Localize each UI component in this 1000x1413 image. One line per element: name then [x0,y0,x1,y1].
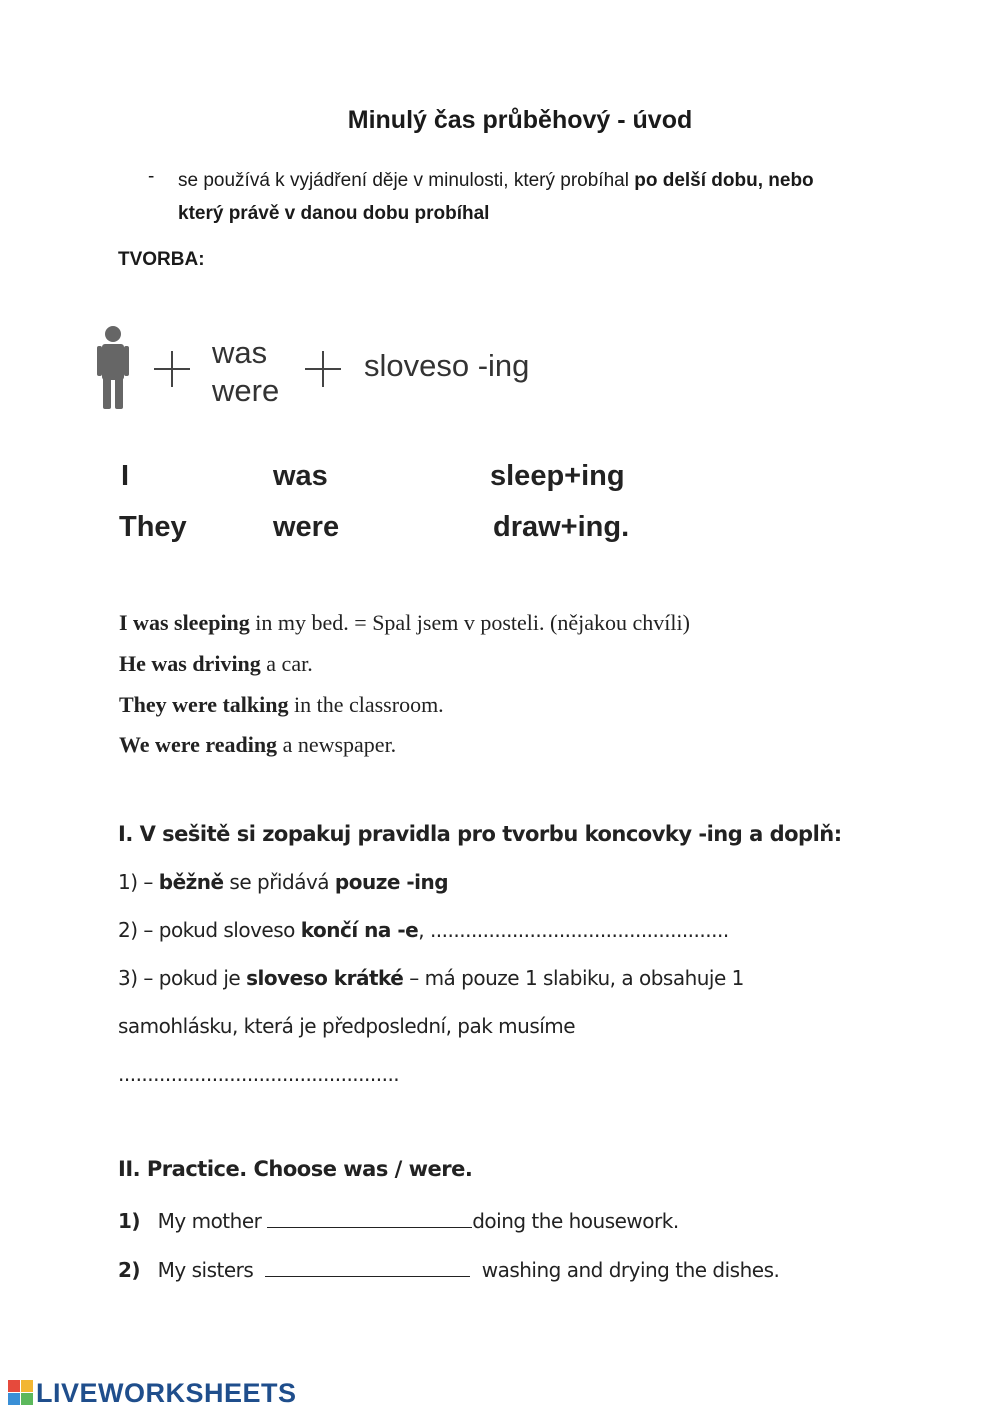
word-sloveso-ing: sloveso -ing [364,348,530,383]
practice-before: My sisters [157,1258,254,1282]
plus-icon [154,351,190,387]
intro-bold-2: který právě v danou dobu probíhal [178,203,490,224]
sentence-rest: in the classroom. [288,692,444,717]
liveworksheets-logo-icon [8,1380,34,1406]
page-title: Minulý čas průběhový - úvod [347,106,693,134]
rule-3-answer-line[interactable]: ................................................ [118,1062,400,1086]
rule-1 [118,870,448,894]
example-subject: I [121,460,130,492]
example-subject: They [119,511,187,543]
practice-num: 2) [118,1258,141,1282]
sentence-rest: a newspaper. [277,732,397,757]
person-icon [94,325,134,411]
section2-heading: II. Practice. Choose was / were. [118,1157,473,1181]
sentence-bold: He was driving [119,651,261,676]
rule-1-bold-2: pouze -ing [334,870,449,894]
intro-normal: se používá k vyjádření děje v minulosti, který probíhal [178,170,635,191]
practice-item [118,1256,779,1282]
practice-item [118,1207,679,1233]
sentence-bold: I was sleeping [119,610,250,635]
example-sentence [119,732,396,758]
example-verb: draw+ing. [493,511,630,543]
rule-3 [118,966,744,990]
example-sentence [119,651,313,677]
word-was: was [212,335,268,370]
practice-after: doing the housework. [472,1209,679,1233]
rule-2-bold: končí na -e [300,918,419,942]
rule-2-answer-line[interactable]: , ................................................... [418,918,729,942]
footer-brand[interactable]: LIVEWORKSHEETS [36,1378,297,1408]
rule-3-rest: – má pouze 1 slabiku, a obsahuje 1 [403,966,744,990]
sentence-bold: We were reading [119,732,278,757]
rule-1-bold: běžně [158,870,224,894]
example-aux: were [273,511,340,543]
practice-num: 1) [118,1209,141,1233]
rule-3-prefix: 3) – pokud je [118,966,247,990]
rule-3-line-2: samohlásku, která je předposlední, pak musíme [118,1014,576,1038]
example-verb: sleep+ing [490,460,625,492]
answer-blank[interactable] [267,1207,472,1228]
rule-1-prefix: 1) – [118,870,159,894]
plus-icon [305,351,341,387]
word-were: were [212,373,280,408]
sentence-bold: They were talking [119,692,289,717]
intro-bold-1: po delší dobu, nebo [634,170,814,191]
section1-heading: I. V sešitě si zopakuj pravidla pro tvorbu koncovky -ing a doplň: [118,822,842,846]
answer-blank[interactable] [265,1256,470,1277]
intro-bullet: - [148,166,155,187]
rule-1-mid: se přidává [223,870,335,894]
example-sentence [119,610,690,636]
practice-before: My mother [157,1209,262,1233]
example-sentence [119,692,444,718]
rule-3-bold: sloveso krátké [246,966,404,990]
practice-after: washing and drying the dishes. [481,1258,780,1282]
rule-2 [118,918,729,942]
sentence-rest: a car. [260,651,313,676]
rule-2-prefix: 2) – pokud sloveso [118,918,301,942]
sentence-rest: in my bed. = Spal jsem v posteli. (nějakou chvíli) [249,610,690,635]
intro-text [178,164,814,230]
tvorba-label: TVORBA: [118,249,205,270]
example-aux: was [273,460,328,492]
